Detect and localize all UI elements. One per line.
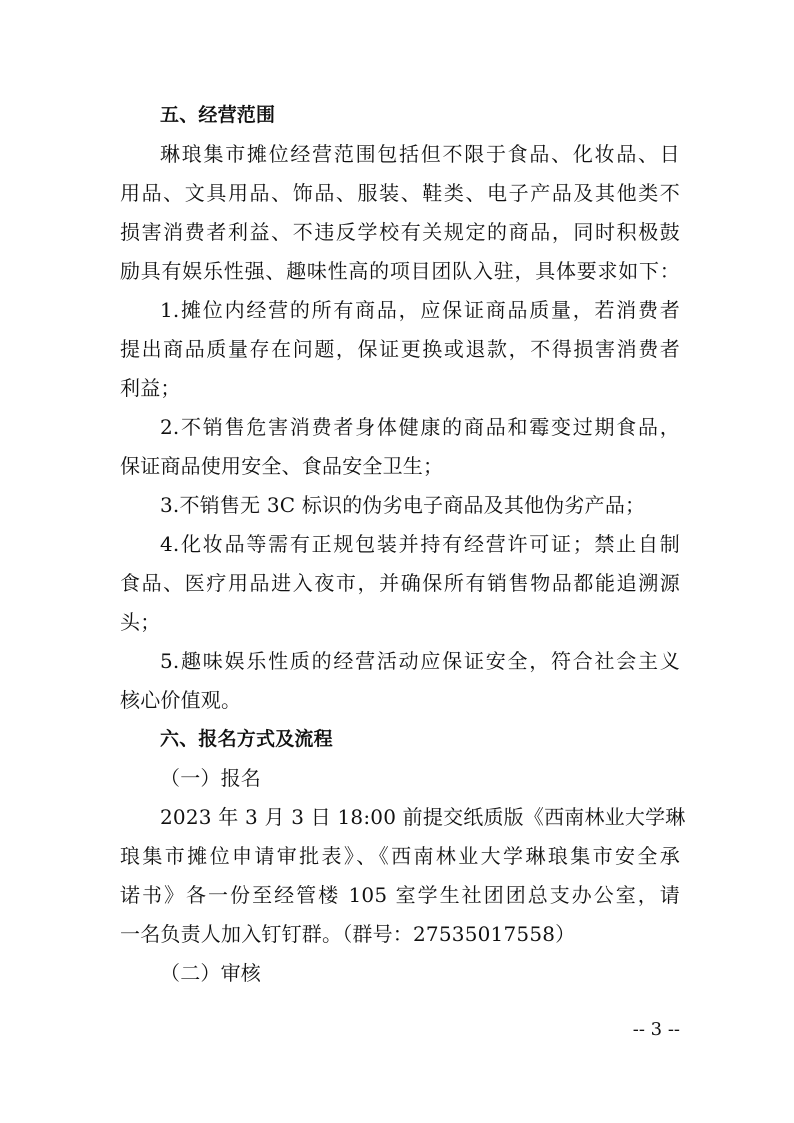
paragraph-line: 提出商品质量存在问题，保证更换或退款，不得损害消费者 [120, 337, 680, 361]
document-body [120, 96, 686, 993]
paragraph-line: 核心价值观。 [120, 688, 242, 712]
paragraph-line: 食品、医疗用品进入夜市，并确保所有销售物品都能追溯源 [120, 571, 680, 595]
subsection-heading-signup: （一）报名 [160, 766, 261, 790]
paragraph-line: 2.不销售危害消费者身体健康的商品和霉变过期食品， [160, 415, 680, 439]
paragraph-line: 头； [120, 610, 161, 634]
paragraph-line: 一名负责人加入钉钉群。（群号：27535017558） [120, 922, 576, 946]
paragraph-signup-details [120, 798, 686, 954]
paragraph-line: 损害消费者利益、不违反学校有关规定的商品，同时积极鼓 [120, 220, 680, 244]
list-item-requirement-3 [120, 486, 680, 525]
paragraph-line: 用品、文具用品、饰品、服装、鞋类、电子产品及其他类不 [120, 181, 680, 205]
paragraph-line: 利益； [120, 376, 181, 400]
list-item-requirement-4 [120, 525, 680, 642]
paragraph-line: 5.趣味娱乐性质的经营活动应保证安全，符合社会主义 [160, 649, 680, 673]
subsection-heading-review: （二）审核 [160, 961, 261, 985]
list-item-requirement-2 [120, 408, 680, 486]
paragraph-line: 保证商品使用安全、食品安全卫生； [120, 454, 444, 478]
paragraph-line: 3.不销售无 3C 标识的伪劣电子商品及其他伪劣产品； [160, 493, 646, 517]
paragraph-line: 1.摊位内经营的所有商品，应保证商品质量，若消费者 [160, 298, 680, 322]
paragraph-line: 琅集市摊位申请审批表》、《西南林业大学琳琅集市安全承 [120, 844, 680, 868]
section-heading-registration: 六、报名方式及流程 [160, 728, 333, 750]
paragraph-line: 2023 年 3 月 3 日 18:00 前提交纸质版《西南林业大学琳 [160, 805, 686, 829]
paragraph-line: 琳琅集市摊位经营范围包括但不限于食品、化妆品、日 [160, 142, 680, 166]
list-item-requirement-1 [120, 291, 680, 408]
paragraph-line: 诺书》各一份至经管楼 105 室学生社团团总支办公室，请 [120, 883, 680, 907]
section-heading-business-scope: 五、经营范围 [160, 104, 276, 126]
paragraph-scope-intro [120, 135, 680, 291]
list-item-requirement-5 [120, 642, 680, 720]
paragraph-line: 4.化妆品等需有正规包装并持有经营许可证；禁止自制 [160, 532, 680, 556]
page-number: -- 3 -- [632, 1019, 680, 1040]
paragraph-line: 励具有娱乐性强、趣味性高的项目团队入驻，具体要求如下： [120, 259, 680, 283]
